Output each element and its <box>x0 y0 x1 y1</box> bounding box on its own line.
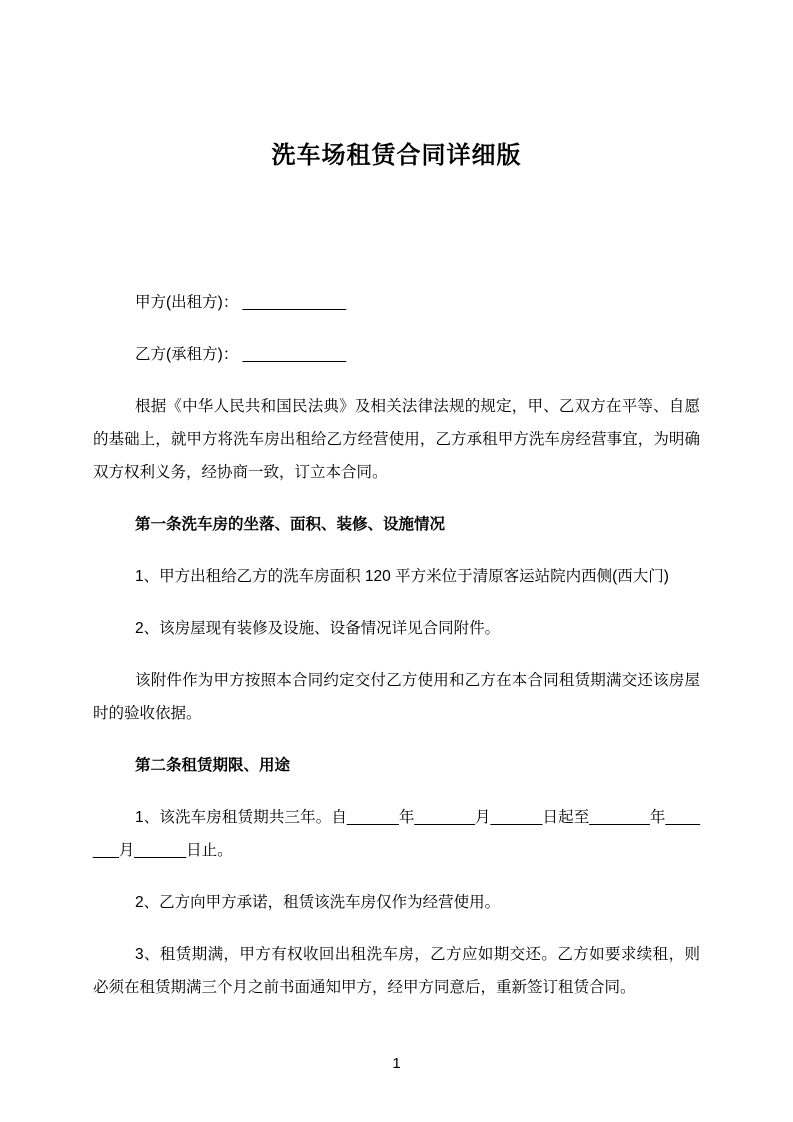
section-2-heading: 第二条租赁期限、用途 <box>135 757 291 774</box>
preamble-paragraph: 根据《中华人民共和国民法典》及相关法律法规的规定，甲、乙双方在平等、自愿的基础上，就甲方将洗车房出租给乙方经营使用，乙方承租甲方洗车房经营事宜，为明确双方权利义务，经协商一致，订立本合同。 <box>93 398 700 481</box>
page-number: 1 <box>392 1055 401 1072</box>
section-2-item-2: 2、乙方向甲方承诺，租赁该洗车房仅作为经营使用。 <box>135 894 501 911</box>
party-lessor-line: 甲方(出租方)： ____________ <box>135 294 347 311</box>
document-title: 洗车场租赁合同详细版 <box>271 142 522 169</box>
section-1-item-1: 1、甲方出租给乙方的洗车房面积 120 平方米位于清原客运站院内西侧(西大门) <box>135 568 669 585</box>
party-lessee-line: 乙方(承租方)： ____________ <box>135 346 347 363</box>
section-2-item-1: 1、该洗车房租赁期共三年。自______年_______月______日起至_______年_______月______日止。 <box>93 809 700 859</box>
section-2-item-3: 3、租赁期满，甲方有权收回出租洗车房，乙方应如期交还。乙方如要求续租，则必须在租赁期满三个月之前书面通知甲方，经甲方同意后，重新签订租赁合同。 <box>93 946 700 996</box>
section-1-item-2: 2、该房屋现有装修及设施、设备情况详见合同附件。 <box>135 620 501 637</box>
section-1-attachment-note: 该附件作为甲方按照本合同约定交付乙方使用和乙方在本合同租赁期满交还该房屋时的验收依据。 <box>93 672 700 722</box>
section-1-heading: 第一条洗车房的坐落、面积、装修、设施情况 <box>135 516 446 533</box>
